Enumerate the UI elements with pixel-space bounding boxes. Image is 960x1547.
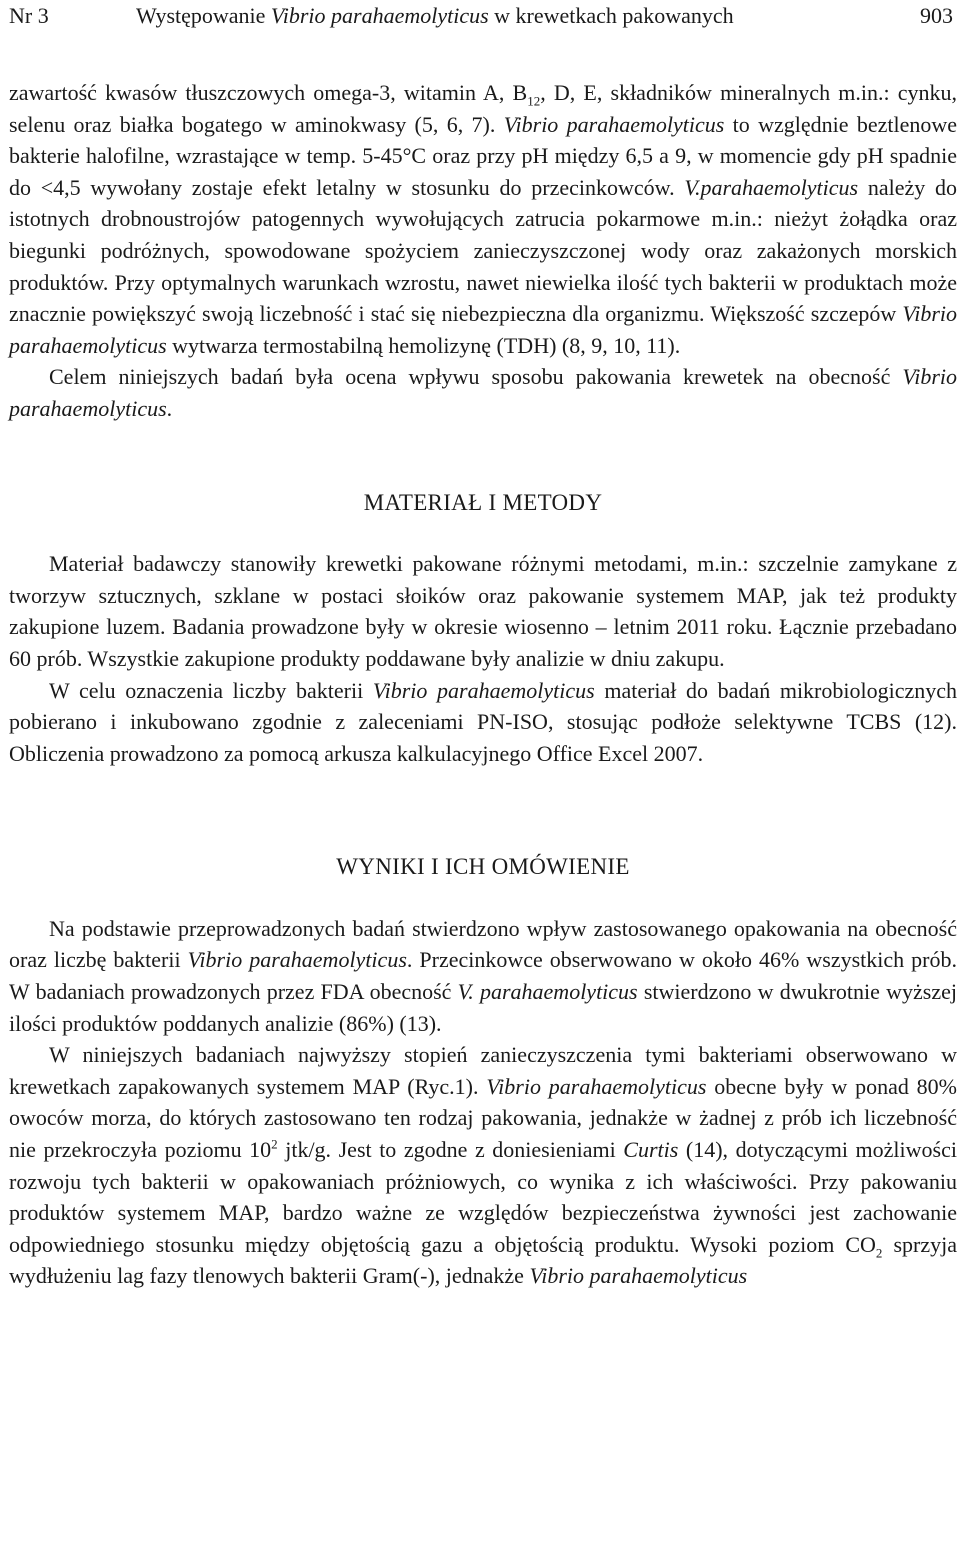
- results-paragraph-1: [9, 913, 957, 1039]
- species-name: Vibrio parahaemolyticus: [503, 111, 725, 137]
- text: (14), dotyczącymi możliwości rozwoju tych bakterii w opakowaniach próżniowych, co wynika z ich właściwości. Przy pakowaniu produktów systemem MAP, bardzo ważne ze względów bezpieczeństwa żywności jest zachowanie odpowiedniego stosunku między objętością gazu a objętością produktu. Wysoki poziom CO: [9, 1137, 957, 1257]
- article-body: [9, 77, 957, 1292]
- species-name: Vibrio parahaemolyticus: [9, 364, 957, 421]
- author-name: Curtis: [623, 1137, 679, 1163]
- text: , D, E, składników mineralnych m.in.: cynku, selenu oraz białka bogatego w aminokwasy (5, 6, 7).: [9, 80, 957, 137]
- running-title-post: w krewetkach pakowanych: [488, 3, 734, 28]
- text: Na podstawie przeprowadzonych badań stwierdzono wpływ zastosowanego opakowania na obecność oraz liczbę bakterii: [9, 915, 957, 973]
- results-paragraph-2: [9, 1039, 957, 1292]
- species-name: Vibrio parahaemolyticus: [529, 1263, 748, 1289]
- text: należy do istotnych drobnoustrojów patogennych wywołujących zatrucia pokarmowe m.in.: nieżyt żołądka oraz biegunki podróżnych, spowodowane spożyciem zanieczyszczonej wody oraz zakażonych morskich produktów. Przy optymalnych warunkach wzrostu, nawet niewielka ilość tych bakterii w produktach może znacznie powiększyć swoją liczebność i stać się niebezpieczna dla organizmu. Większość szczepów: [9, 174, 957, 327]
- text: materiał do badań mikrobiologicznych pobierano i inkubowano zgodnie z zaleceniami PN-ISO, stosując podłoże selektywne TCBS (12). Obliczenia prowadzono za pomocą arkusza kalkulacyjnego Office Excel 2007.: [9, 677, 958, 766]
- species-name: V.parahaemolyticus: [684, 174, 859, 200]
- page-number: 903: [920, 3, 953, 28]
- text: Celem niniejszych badań była ocena wpływu sposobu pakowania krewetek na obecność: [49, 364, 903, 390]
- methods-paragraph-1: Materiał badawczy stanowiły krewetki pakowane różnymi metodami, m.in.: szczelnie zamykane z tworzyw sztucznych, szklane w postaci słoików oraz pakowanie systemem MAP, jak też produkty zakupione luzem. Badania prowadzone były w okresie wiosenno – letnim 2011 roku. Łącznie przebadano 60 prób. Wszystkie zakupione produkty poddawane były analizie w dniu zakupu.: [9, 551, 957, 671]
- text: W celu oznaczenia liczby bakterii: [49, 677, 373, 703]
- text: wytwarza termostabilną hemolizynę (TDH) (8, 9, 10, 11).: [166, 332, 681, 358]
- text: sprzyja wydłużeniu lag fazy tlenowych bakterii Gram(-), jednakże: [9, 1231, 957, 1289]
- text: W niniejszych badaniach najwyższy stopień zanieczyszczenia tymi bakteriami obserwowano w krewetkach zapakowanych systemem MAP (Ryc.1).: [9, 1042, 957, 1099]
- subscript: 2: [875, 1245, 883, 1261]
- text: stwierdzono w dwukrotnie wyższej ilości produktów poddanych analizie (86%) (13).: [9, 979, 957, 1036]
- text: obecne były w ponad 80% owoców morza, do których zastosowano ten rodzaj pakowania, jednakże w żadnej z prób ich liczebność nie przekroczyła poziomu 10: [9, 1073, 958, 1163]
- issue-number: Nr 3: [9, 3, 49, 28]
- methods-paragraph-2: [9, 675, 957, 770]
- section-heading-results: WYNIKI I ICH OMÓWIENIE: [336, 854, 630, 880]
- running-head: [9, 2, 957, 30]
- text: jtk/g. Jest to zgodne z doniesieniami: [277, 1137, 624, 1163]
- intro-paragraph-1: [9, 77, 957, 361]
- superscript: 2: [271, 1136, 278, 1152]
- running-title-species: Vibrio parahaemolyticus: [270, 3, 489, 28]
- section-heading-methods: MATERIAŁ I METODY: [363, 489, 603, 515]
- running-title-pre: Występowanie: [136, 3, 271, 28]
- intro-paragraph-2: [9, 361, 957, 424]
- running-title: [136, 2, 734, 30]
- species-name: Vibrio parahaemolyticus: [486, 1073, 707, 1099]
- subscript: 12: [527, 93, 541, 109]
- text: .: [166, 395, 173, 421]
- species-name: Vibrio parahaemolyticus: [372, 677, 595, 703]
- text: . Przecinkowce obserwowano w około 46% wszystkich prób. W badaniach prowadzonych przez FDA obecność: [9, 947, 958, 1005]
- text: zawartość kwasów tłuszczowych omega-3, witamin A, B: [9, 80, 528, 105]
- text: to względnie beztlenowe bakterie halofilne, wzrastające w temp. 5-45°C oraz przy pH między 6,5 a 9, w momencie gdy pH spadnie do <4,5 wywołany zostaje efekt letalny w stosunku do przecinkowców.: [9, 111, 957, 200]
- species-name: Vibrio parahaemolyticus: [187, 947, 407, 973]
- species-name: Vibrio parahaemolyticus: [9, 301, 957, 358]
- species-name: V. parahaemolyticus: [457, 979, 638, 1005]
